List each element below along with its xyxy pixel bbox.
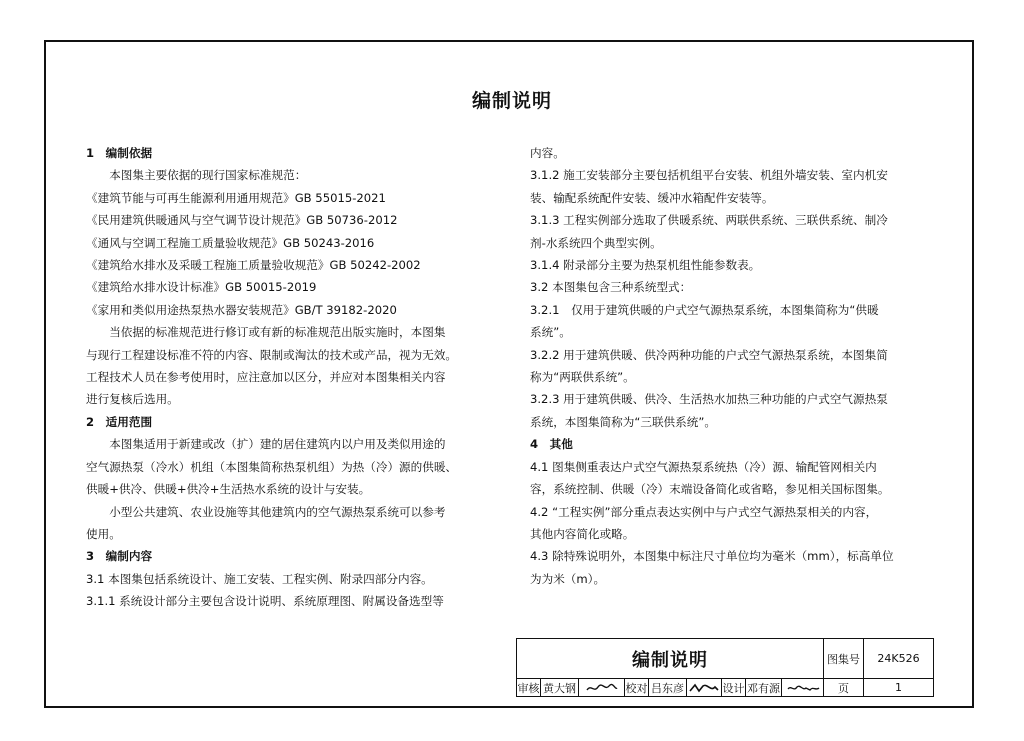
text-line: 3.2.1 仅用于建筑供暖的户式空气源热泵系统，本图集简称为“供暖 — [530, 302, 879, 317]
text-line: 《建筑给水排水设计标准》GB 50015-2019 — [86, 280, 317, 295]
text-line: 当依据的标准规范进行修订或有新的标准规范出版实施时，本图集 — [109, 325, 446, 340]
text-line: 3.1.2 施工安装部分主要包括机组平台安装、机组外墙安装、室内机安 — [530, 168, 888, 183]
text-line: 《民用建筑供暖通风与空气调节设计规范》GB 50736-2012 — [86, 213, 398, 228]
text-line: 《建筑给水排水及采暖工程施工质量验收规范》GB 50242-2002 — [86, 258, 421, 273]
page-title: 编制说明 — [471, 90, 552, 112]
page-number: 1 — [864, 679, 934, 697]
text-line: 装、输配系统配件安装、缓冲水箱配件安装等。 — [530, 190, 774, 205]
reviewer-signature — [579, 679, 625, 697]
text-line: 3.1.1 系统设计部分主要包含设计说明、系统原理图、附属设备选型等 — [86, 594, 444, 609]
text-line: 《建筑节能与可再生能源利用通用规范》GB 55015-2021 — [86, 190, 386, 205]
text-line: 系统”。 — [530, 325, 571, 340]
text-line: 空气源热泵（冷水）机组（本图集简称热泵机组）为热（冷）源的供暖、 — [86, 459, 458, 474]
text-line: 《家用和类似用途热泵热水器安装规范》GB/T 39182-2020 — [86, 302, 397, 317]
section-heading: 3 编制内容 — [86, 549, 153, 564]
text-line: 内容。 — [530, 146, 565, 160]
text-line: 小型公共建筑、农业设施等其他建筑内的空气源热泵系统可以参考 — [109, 504, 446, 519]
text-line: 《通风与空调工程施工质量验收规范》GB 50243-2016 — [86, 235, 375, 250]
text-line: 为为米（m）。 — [530, 571, 606, 586]
right-column — [530, 142, 942, 590]
atlas-number: 24K526 — [864, 639, 934, 679]
checker-name: 吕东彦 — [649, 679, 687, 697]
text-line: 3.2 本图集包含三种系统型式： — [530, 280, 692, 295]
text-line: 使用。 — [86, 526, 121, 541]
text-line: 工程技术人员在参考使用时，应注意加以区分，并应对本图集相关内容 — [86, 370, 446, 385]
text-line: 供暖+供冷、供暖+供冷+生活热水系统的设计与安装。 — [86, 482, 371, 497]
text-line: 3.1.3 工程实例部分选取了供暖系统、两联供系统、三联供系统、制冷 — [530, 213, 888, 228]
title-block-drawing-title: 编制说明 — [517, 639, 824, 679]
title-block — [516, 638, 934, 697]
text-line: 4.2 “工程实例”部分重点表达实例中与户式空气源热泵相关的内容， — [530, 504, 878, 519]
text-line: 称为“两联供系统”。 — [530, 370, 635, 385]
left-column — [86, 142, 496, 613]
check-label: 校对 — [625, 679, 649, 697]
text-line: 4.1 图集侧重表达户式空气源热泵系统热（冷）源、输配管网相关内 — [530, 459, 877, 474]
section-heading: 1 编制依据 — [86, 146, 153, 160]
designer-signature — [782, 679, 824, 697]
atlas-label: 图集号 — [824, 639, 864, 679]
text-line: 系统，本图集简称为“三联供系统”。 — [530, 414, 716, 429]
text-line: 3.1.4 附录部分主要为热泵机组性能参数表。 — [530, 258, 761, 273]
text-line: 4.3 除特殊说明外，本图集中标注尺寸单位均为毫米（mm），标高单位 — [530, 549, 894, 564]
text-line: 容，系统控制、供暖（冷）末端设备简化或省略，参见相关国标图集。 — [530, 482, 890, 497]
review-label: 审核 — [517, 679, 541, 697]
section-heading: 4 其他 — [530, 437, 573, 452]
text-line: 3.1 本图集包括系统设计、施工安装、工程实例、附录四部分内容。 — [86, 571, 433, 586]
text-line: 3.2.3 用于建筑供暖、供冷、生活热水加热三种功能的户式空气源热泵 — [530, 392, 888, 407]
text-line: 与现行工程建设标准不符的内容、限制或淘汰的技术或产品，视为无效。 — [86, 347, 458, 362]
text-line: 剂-水系统四个典型实例。 — [530, 235, 662, 250]
text-line: 本图集适用于新建或改（扩）建的居住建筑内以户用及类似用途的 — [109, 437, 446, 452]
text-line: 3.2.2 用于建筑供暖、供冷两种功能的户式空气源热泵系统，本图集简 — [530, 347, 888, 362]
text-line: 本图集主要依据的现行国家标准规范： — [109, 168, 307, 183]
text-line: 其他内容简化或略。 — [530, 526, 635, 541]
designer-name: 邓有源 — [746, 679, 782, 697]
section-heading: 2 适用范围 — [86, 414, 153, 429]
page-label: 页 — [824, 679, 864, 697]
text-line: 进行复核后选用。 — [86, 392, 179, 407]
checker-signature — [687, 679, 722, 697]
design-label: 设计 — [722, 679, 746, 697]
reviewer-name: 黄大钢 — [541, 679, 579, 697]
